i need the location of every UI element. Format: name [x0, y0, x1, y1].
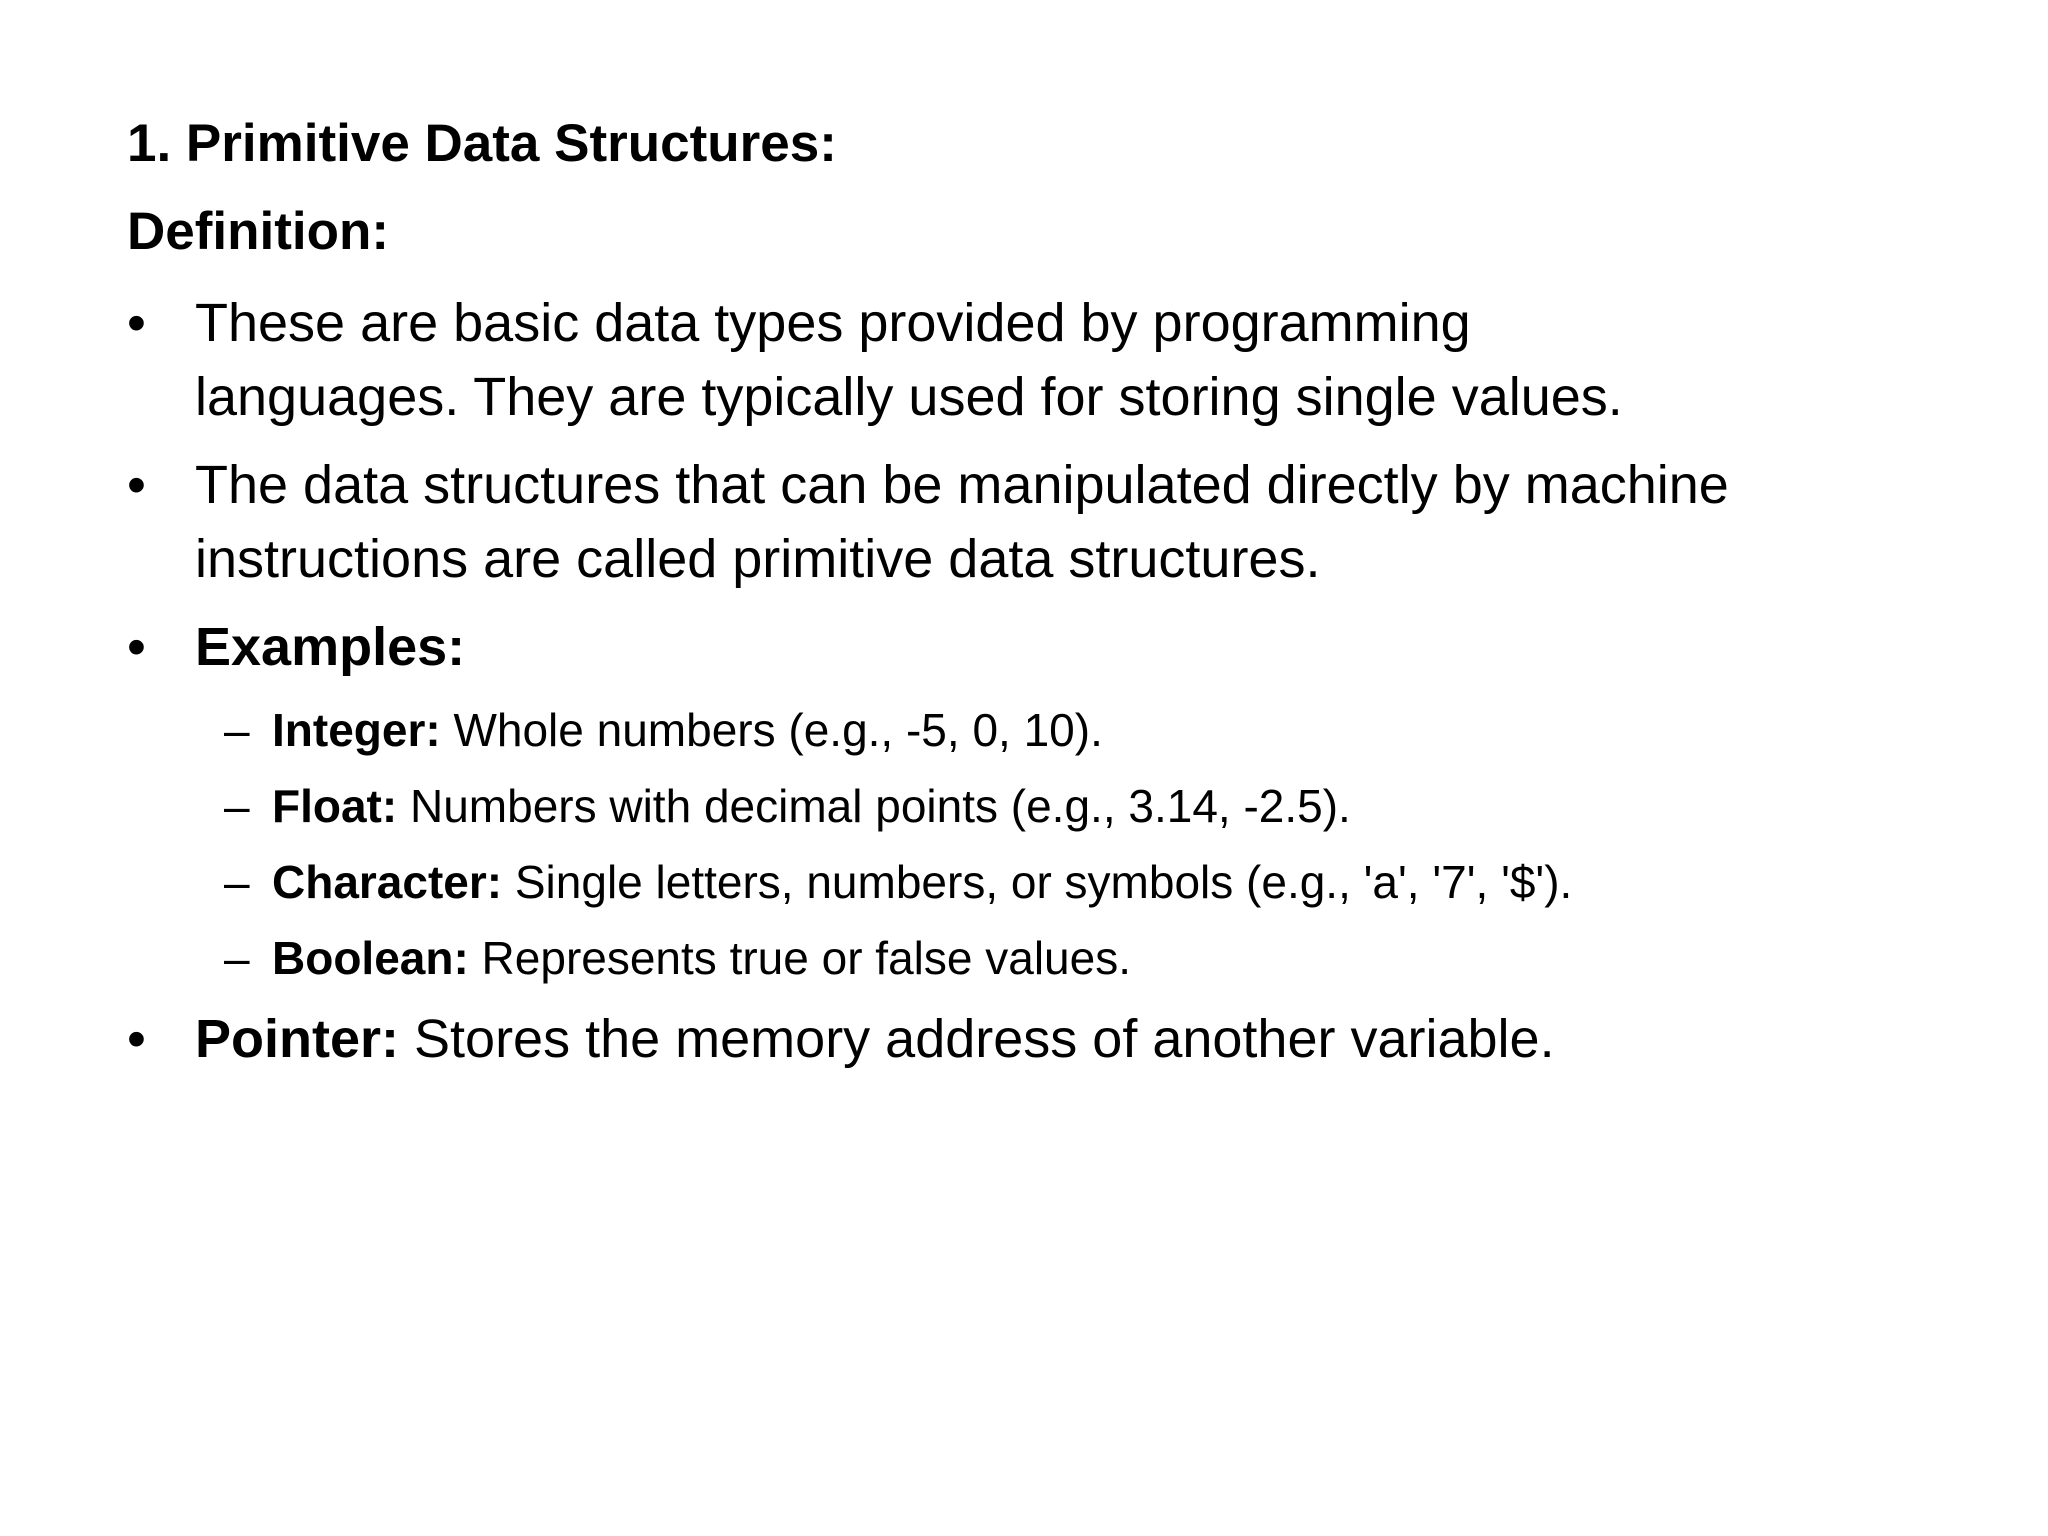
dash-icon: – [224, 856, 250, 908]
examples-label: Examples: [195, 617, 466, 677]
example-item-integer [224, 698, 1927, 762]
dash-icon: – [224, 704, 250, 756]
slide-title: 1. Primitive Data Structures: [127, 114, 837, 173]
dash-icon: – [224, 932, 250, 984]
example-description: Single letters, numbers, or symbols (e.g., 'a', '7', '$'). [502, 856, 1573, 908]
example-term: Boolean: [272, 932, 469, 984]
example-term: Character: [272, 856, 503, 908]
bullet-icon: • [127, 1009, 146, 1069]
example-item-character [224, 850, 1927, 914]
example-description: Whole numbers (e.g., -5, 0, 10). [440, 704, 1103, 756]
bullet-item-pointer [127, 1002, 1927, 1076]
example-term: Integer: [272, 704, 441, 756]
bullet-text: The data structures that can be manipulated directly by machine instructions are called primitive data structures. [195, 455, 1729, 589]
bullet-text: These are basic data types provided by programming languages. They are typically used for storing single values. [195, 293, 1623, 427]
pointer-line [195, 1002, 1927, 1076]
bullet-icon: • [127, 617, 146, 677]
pointer-description: Stores the memory address of another variable. [399, 1009, 1555, 1069]
bullet-icon: • [127, 455, 146, 515]
example-item-float [224, 774, 1927, 838]
dash-icon: – [224, 780, 250, 832]
slide-content [127, 112, 1927, 1090]
example-description: Represents true or false values. [468, 932, 1131, 984]
example-description: Numbers with decimal points (e.g., 3.14, -2.5). [397, 780, 1351, 832]
pointer-term: Pointer: [195, 1009, 400, 1069]
example-item-boolean [224, 926, 1927, 990]
definition-label: Definition: [127, 202, 389, 261]
bullet-icon: • [127, 293, 146, 353]
examples-list [127, 698, 1927, 990]
bullet-item-machine-instructions [127, 448, 1927, 596]
example-term: Float: [272, 780, 398, 832]
bullet-item-basic-types [127, 286, 1927, 434]
bullet-item-examples [127, 610, 1927, 684]
